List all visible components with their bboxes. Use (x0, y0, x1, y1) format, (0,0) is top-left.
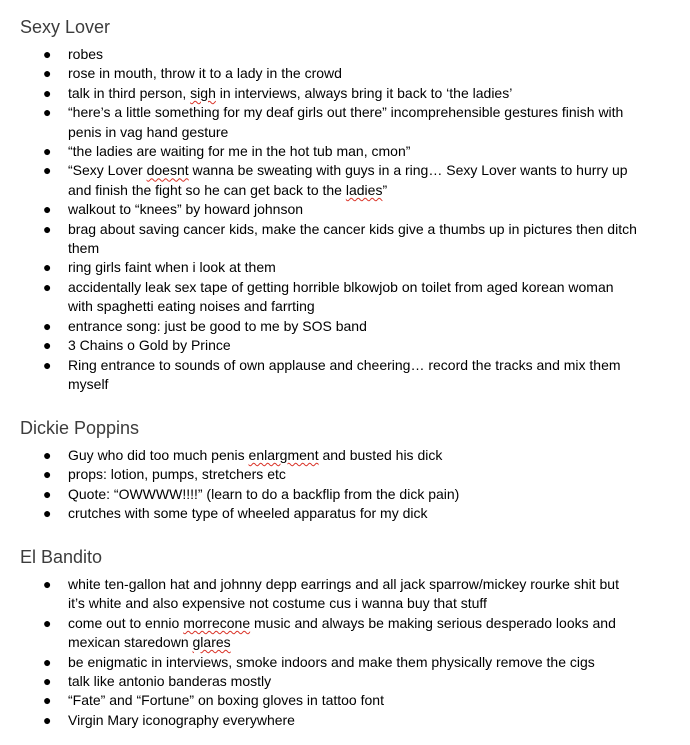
bullet-icon: ● (43, 220, 52, 237)
list-item-text: music and always be making serious desperado looks and mexican staredown (68, 614, 616, 651)
list-item-text: talk like antonio banderas mostly (68, 673, 272, 690)
section-heading-sexy-lover: Sexy Lover (20, 17, 111, 37)
list-item (0, 317, 638, 336)
section-list-dickie-poppins (0, 446, 690, 524)
bullet-icon: ● (43, 201, 52, 218)
bullet-icon: ● (43, 485, 52, 502)
misspelled-word: enlargment (248, 447, 319, 463)
bullet-icon: ● (43, 337, 52, 354)
bullet-icon: ● (43, 711, 52, 728)
list-item-text: entrance song: just be good to me by SOS band (68, 317, 367, 334)
list-item (0, 672, 638, 691)
list-item-text: props: lotion, pumps, stretchers etc (68, 466, 286, 483)
misspelled-word: ladies (345, 181, 383, 198)
list-item (0, 84, 638, 103)
list-item (0, 691, 638, 710)
bullet-icon: ● (43, 143, 52, 160)
list-item-text: talk in third person, (68, 84, 191, 101)
list-item-text: “Fate” and “Fortune” on boxing gloves in tattoo font (68, 692, 384, 709)
section-heading-el-bandito: El Bandito (20, 547, 103, 567)
list-item (0, 258, 638, 277)
list-item (0, 446, 638, 465)
list-item (0, 336, 638, 355)
bullet-icon: ● (43, 317, 52, 334)
list-item (0, 356, 638, 395)
misspelled-word: glares (192, 634, 231, 651)
bullet-icon: ● (43, 259, 52, 276)
list-item (0, 220, 638, 259)
list-item-text: be enigmatic in interviews, smoke indoors and make them physically remove the cigs (68, 653, 595, 670)
list-item-text: crutches with some type of wheeled apparatus for my dick (68, 505, 428, 522)
section-list-el-bandito (0, 575, 690, 730)
list-item (0, 465, 638, 484)
list-item-text: rose in mouth, throw it to a lady in the crowd (68, 65, 342, 82)
list-item-text: robes (68, 46, 104, 62)
list-item-text: “here’s a little something for my deaf girls out there” incomprehensible gestures finish with penis in vag hand gesture (68, 104, 624, 140)
bullet-icon: ● (43, 46, 52, 62)
list-item-text: white ten-gallon hat and johnny depp earrings and all jack sparrow/mickey rourke shit but it’s white and also expensive not costume cus i wanna buy that stuff (68, 576, 619, 612)
bullet-icon: ● (43, 65, 52, 82)
bullet-icon: ● (43, 356, 52, 373)
bullet-icon: ● (43, 692, 52, 709)
list-item (0, 142, 638, 161)
list-item (0, 653, 638, 672)
list-item-text: brag about saving cancer kids, make the cancer kids give a thumbs up in pictures then ditch them (68, 220, 637, 257)
bullet-icon: ● (43, 447, 52, 463)
list-item-text: ” (382, 181, 388, 198)
misspelled-word: sigh (190, 84, 216, 101)
bullet-icon: ● (43, 162, 52, 179)
list-item (0, 45, 638, 64)
list-item-text: in interviews, always bring it back to ‘the ladies’ (215, 84, 513, 101)
section-heading-dickie-poppins: Dickie Poppins (20, 418, 140, 438)
bullet-icon: ● (43, 614, 52, 631)
list-item (0, 64, 638, 83)
list-item (0, 614, 638, 653)
list-item (0, 161, 638, 200)
bullet-icon: ● (43, 673, 52, 690)
list-item-text: accidentally leak sex tape of getting horrible blkowjob on toilet from aged korean woman with spaghetti eating noises and farrting (68, 278, 614, 315)
list-item-text: and busted his dick (318, 447, 443, 463)
misspelled-word: morrecone (183, 614, 251, 631)
list-item-text: walkout to “knees” by howard johnson (68, 201, 304, 218)
list-item-text: Virgin Mary iconography everywhere (68, 711, 295, 728)
misspelled-word: doesnt (146, 162, 189, 179)
bullet-icon: ● (43, 84, 52, 101)
bullet-icon: ● (43, 466, 52, 483)
bullet-icon: ● (43, 505, 52, 522)
list-item-text: Quote: “OWWWW!!!!” (learn to do a backflip from the dick pain) (68, 485, 460, 502)
list-item-text: ring girls faint when i look at them (68, 259, 276, 276)
bullet-icon: ● (43, 653, 52, 670)
list-item (0, 103, 638, 142)
bullet-icon: ● (43, 278, 52, 295)
section-list-sexy-lover (0, 45, 690, 394)
list-item (0, 278, 638, 317)
list-item (0, 485, 638, 504)
list-item (0, 575, 638, 614)
list-item (0, 200, 638, 219)
bullet-icon: ● (43, 576, 52, 592)
list-item-text: Guy who did too much penis (68, 447, 249, 463)
list-item-text: wanna be sweating with guys in a ring… Sexy Lover wants to hurry up and finish the fight so he can get back to the (68, 162, 628, 198)
list-item-text: “the ladies are waiting for me in the hot tub man, cmon” (68, 143, 411, 160)
list-item-text: come out to ennio (68, 614, 184, 631)
bullet-icon: ● (43, 104, 52, 121)
list-item-text: Ring entrance to sounds of own applause and cheering… record the tracks and mix them myself (68, 356, 621, 392)
list-item-text: 3 Chains o Gold by Prince (68, 337, 231, 354)
list-item (0, 504, 638, 523)
list-item-text: “Sexy Lover (68, 162, 147, 179)
list-item (0, 711, 638, 730)
